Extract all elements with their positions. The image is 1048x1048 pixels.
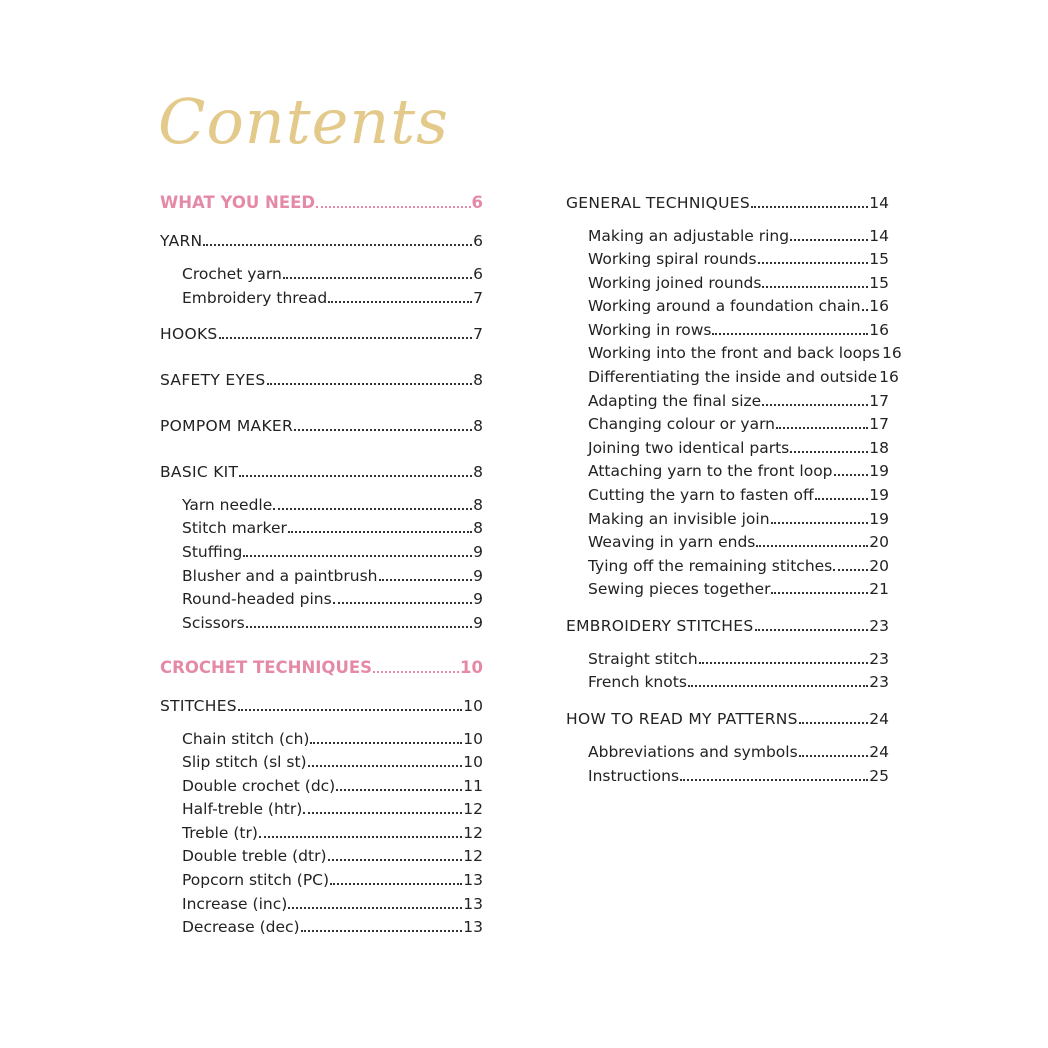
toc-page-number: 10 — [463, 753, 483, 771]
toc-page-number: 9 — [473, 543, 483, 561]
toc-subentry — [588, 245, 889, 269]
toc-page-number: 16 — [879, 368, 899, 386]
dot-leader — [833, 569, 868, 571]
toc-subentry — [182, 748, 483, 772]
toc-entry-title: CROCHET TECHNIQUES — [160, 658, 373, 677]
dot-leader — [815, 498, 869, 500]
dot-leader — [373, 671, 459, 673]
toc-entry-title: Differentiating the inside and outside — [588, 368, 878, 386]
toc-entry-title: Working around a foundation chain — [588, 297, 861, 315]
toc-entry-title: Double treble (dtr) — [182, 847, 327, 865]
toc-page-number: 21 — [869, 580, 889, 598]
dot-leader — [799, 755, 869, 757]
toc-page-number: 13 — [463, 871, 483, 889]
toc-section — [160, 320, 483, 344]
toc-page-number: 19 — [869, 462, 889, 480]
dot-leader — [259, 836, 462, 838]
toc-entry-title: Abbreviations and symbols — [588, 743, 798, 761]
toc-subentry — [588, 339, 902, 363]
toc-subentry — [588, 292, 889, 316]
dot-leader — [712, 333, 868, 335]
toc-page-number: 12 — [463, 847, 483, 865]
toc-subentry — [588, 387, 889, 411]
toc-section — [566, 705, 889, 729]
toc-entry-title: STITCHES — [160, 697, 237, 715]
toc-entry-title: WHAT YOU NEED — [160, 193, 316, 212]
dot-leader — [751, 206, 868, 208]
dot-leader — [688, 685, 868, 687]
toc-page-number: 8 — [473, 496, 483, 514]
dot-leader — [330, 883, 462, 885]
toc-section — [160, 654, 483, 678]
toc-subentry — [182, 890, 483, 914]
toc-entry-title: Treble (tr) — [182, 824, 258, 842]
dot-leader — [243, 555, 472, 557]
toc-entry-title: Weaving in yarn ends — [588, 533, 756, 551]
dot-leader — [756, 545, 868, 547]
toc-subentry — [182, 585, 483, 609]
toc-entry-title: HOW TO READ MY PATTERNS — [566, 710, 798, 728]
toc-entry-title: Popcorn stitch (PC) — [182, 871, 330, 889]
toc-entry-title: Stuffing — [182, 543, 243, 561]
toc-entry-title: SAFETY EYES — [160, 371, 266, 389]
toc-subentry — [588, 528, 889, 552]
dot-leader — [762, 286, 868, 288]
dot-leader — [301, 930, 463, 932]
toc-page-number: 10 — [463, 697, 483, 715]
toc-subentry — [588, 505, 889, 529]
toc-page-number: 7 — [473, 325, 483, 343]
toc-page-number: 19 — [869, 510, 889, 528]
toc-page-number: 11 — [463, 777, 483, 795]
toc-subentry — [182, 819, 483, 843]
toc-subentry — [588, 316, 889, 340]
toc-page-number: 9 — [473, 614, 483, 632]
toc-entry-title: French knots — [588, 673, 687, 691]
dot-leader — [758, 262, 869, 264]
toc-entry-title: Sewing pieces together — [588, 580, 771, 598]
dot-leader — [246, 626, 472, 628]
toc-page-number: 20 — [869, 533, 889, 551]
toc-page-number: 25 — [869, 767, 889, 785]
toc-page-number: 24 — [869, 710, 889, 728]
toc-entry-title: Embroidery thread — [182, 289, 328, 307]
toc-entry-title: Cutting the yarn to fasten off — [588, 486, 814, 504]
dot-leader — [862, 309, 869, 311]
toc-entry-title: Changing colour or yarn — [588, 415, 775, 433]
dot-leader — [219, 337, 473, 339]
toc-entry-title: Working spiral rounds — [588, 250, 757, 268]
dot-leader — [238, 709, 462, 711]
dot-leader — [288, 531, 472, 533]
toc-section — [160, 458, 483, 482]
toc-page-number: 8 — [473, 519, 483, 537]
toc-entry-title: Joining two identical parts — [588, 439, 790, 457]
toc-entry-title: Attaching yarn to the front loop — [588, 462, 833, 480]
toc-page-number: 19 — [869, 486, 889, 504]
dot-leader — [834, 474, 869, 476]
dot-leader — [790, 451, 868, 453]
dot-leader — [308, 765, 463, 767]
toc-page-number: 20 — [869, 557, 889, 575]
toc-subentry — [588, 552, 889, 576]
toc-page-number: 9 — [473, 567, 483, 585]
toc-section — [160, 189, 483, 213]
toc-page-number: 16 — [881, 344, 902, 362]
dot-leader — [267, 383, 473, 385]
toc-entry-title: Working into the front and back loops — [588, 344, 880, 362]
toc-subentry — [182, 562, 483, 586]
dot-leader — [316, 206, 470, 208]
dot-leader — [273, 508, 472, 510]
toc-subentry — [182, 609, 483, 633]
toc-entry-title: Stitch marker — [182, 519, 287, 537]
toc-section — [160, 227, 483, 251]
toc-subentry — [588, 668, 889, 692]
toc-page-number: 15 — [869, 274, 889, 292]
toc-subentry — [182, 284, 483, 308]
toc-page-number: 13 — [463, 918, 483, 936]
toc-page-number: 16 — [869, 321, 889, 339]
toc-section — [160, 692, 483, 716]
toc-entry-title: Making an invisible join — [588, 510, 770, 528]
toc-subentry — [182, 842, 483, 866]
toc-section — [566, 189, 889, 213]
toc-entry-title: POMPOM MAKER — [160, 417, 294, 435]
dot-leader — [303, 812, 462, 814]
dot-leader — [755, 629, 869, 631]
toc-entry-title: Half-treble (htr) — [182, 800, 303, 818]
toc-page-number: 14 — [869, 227, 889, 245]
toc-subentry — [588, 738, 889, 762]
dot-leader — [310, 742, 462, 744]
toc-page-number: 10 — [460, 658, 483, 677]
toc-page-number: 18 — [869, 439, 889, 457]
toc-subentry — [182, 491, 483, 515]
toc-page-number: 6 — [473, 265, 483, 283]
dot-leader — [799, 722, 868, 724]
toc-page-number: 17 — [869, 392, 889, 410]
dot-leader — [790, 239, 868, 241]
toc-entry-title: BASIC KIT — [160, 463, 239, 481]
toc-subentry — [182, 913, 483, 937]
toc-subentry — [588, 762, 889, 786]
toc-subentry — [182, 772, 483, 796]
toc-subentry — [182, 514, 483, 538]
toc-entry-title: Instructions — [588, 767, 680, 785]
toc-subentry — [588, 434, 889, 458]
toc-entry-title: Yarn needle — [182, 496, 273, 514]
toc-entry-title: Adapting the final size — [588, 392, 762, 410]
toc-subentry — [182, 260, 483, 284]
toc-entry-title: Slip stitch (sl st) — [182, 753, 307, 771]
dot-leader — [333, 602, 472, 604]
toc-entry-title: Working joined rounds — [588, 274, 762, 292]
dot-leader — [762, 404, 868, 406]
toc-page-number: 12 — [463, 800, 483, 818]
toc-entry-title: YARN — [160, 232, 203, 250]
toc-page-number: 6 — [473, 232, 483, 250]
dot-leader — [379, 579, 473, 581]
toc-page-number: 8 — [473, 371, 483, 389]
toc-entry-title: EMBROIDERY STITCHES — [566, 617, 754, 635]
toc-page-number: 24 — [869, 743, 889, 761]
toc-page-number: 8 — [473, 463, 483, 481]
toc-page-number: 23 — [869, 650, 889, 668]
toc-subentry — [588, 575, 889, 599]
toc-page-number: 13 — [463, 895, 483, 913]
toc-subentry — [182, 795, 483, 819]
dot-leader — [203, 244, 472, 246]
toc-section — [160, 366, 483, 390]
dot-leader — [294, 429, 472, 431]
toc-subentry — [182, 866, 483, 890]
toc-page-number: 6 — [471, 193, 483, 212]
toc-subentry — [588, 269, 889, 293]
toc-page-number: 23 — [869, 617, 889, 635]
toc-subentry — [588, 645, 889, 669]
dot-leader — [680, 779, 868, 781]
dot-leader — [283, 277, 472, 279]
toc-entry-title: Tying off the remaining stitches — [588, 557, 833, 575]
toc-entry-title: Working in rows — [588, 321, 712, 339]
dot-leader — [771, 592, 868, 594]
toc-page-number: 23 — [869, 673, 889, 691]
toc-entry-title: Making an adjustable ring — [588, 227, 790, 245]
dot-leader — [771, 522, 869, 524]
page-title: Contents — [158, 85, 449, 158]
toc-entry-title: Straight stitch — [588, 650, 698, 668]
toc-subentry — [588, 481, 889, 505]
toc-entry-title: Blusher and a paintbrush — [182, 567, 378, 585]
toc-page-number: 15 — [869, 250, 889, 268]
toc-entry-title: Crochet yarn — [182, 265, 282, 283]
dot-leader — [776, 427, 868, 429]
toc-subentry — [182, 538, 483, 562]
toc-entry-title: Decrease (dec) — [182, 918, 300, 936]
dot-leader — [699, 662, 869, 664]
toc-page-number: 16 — [869, 297, 889, 315]
toc-page-number: 8 — [473, 417, 483, 435]
toc-entry-title: GENERAL TECHNIQUES — [566, 194, 750, 212]
toc-entry-title: Double crochet (dc) — [182, 777, 336, 795]
toc-subentry — [588, 457, 889, 481]
toc-subentry — [588, 222, 889, 246]
dot-leader — [239, 475, 472, 477]
toc-entry-title: Increase (inc) — [182, 895, 288, 913]
toc-entry-title: Chain stitch (ch) — [182, 730, 310, 748]
toc-section — [160, 412, 483, 436]
toc-section — [566, 612, 889, 636]
dot-leader — [288, 907, 462, 909]
toc-page-number: 12 — [463, 824, 483, 842]
dot-leader — [328, 859, 463, 861]
toc-subentry — [588, 363, 899, 387]
toc-page-number: 9 — [473, 590, 483, 608]
toc-subentry — [182, 725, 483, 749]
toc-page-number: 10 — [463, 730, 483, 748]
toc-entry-title: HOOKS — [160, 325, 218, 343]
toc-subentry — [588, 410, 889, 434]
toc-entry-title: Scissors — [182, 614, 245, 632]
toc-entry-title: Round-headed pins — [182, 590, 332, 608]
toc-page-number: 17 — [869, 415, 889, 433]
toc-page-number: 7 — [473, 289, 483, 307]
dot-leader — [328, 301, 472, 303]
toc-page-number: 14 — [869, 194, 889, 212]
dot-leader — [336, 789, 462, 791]
